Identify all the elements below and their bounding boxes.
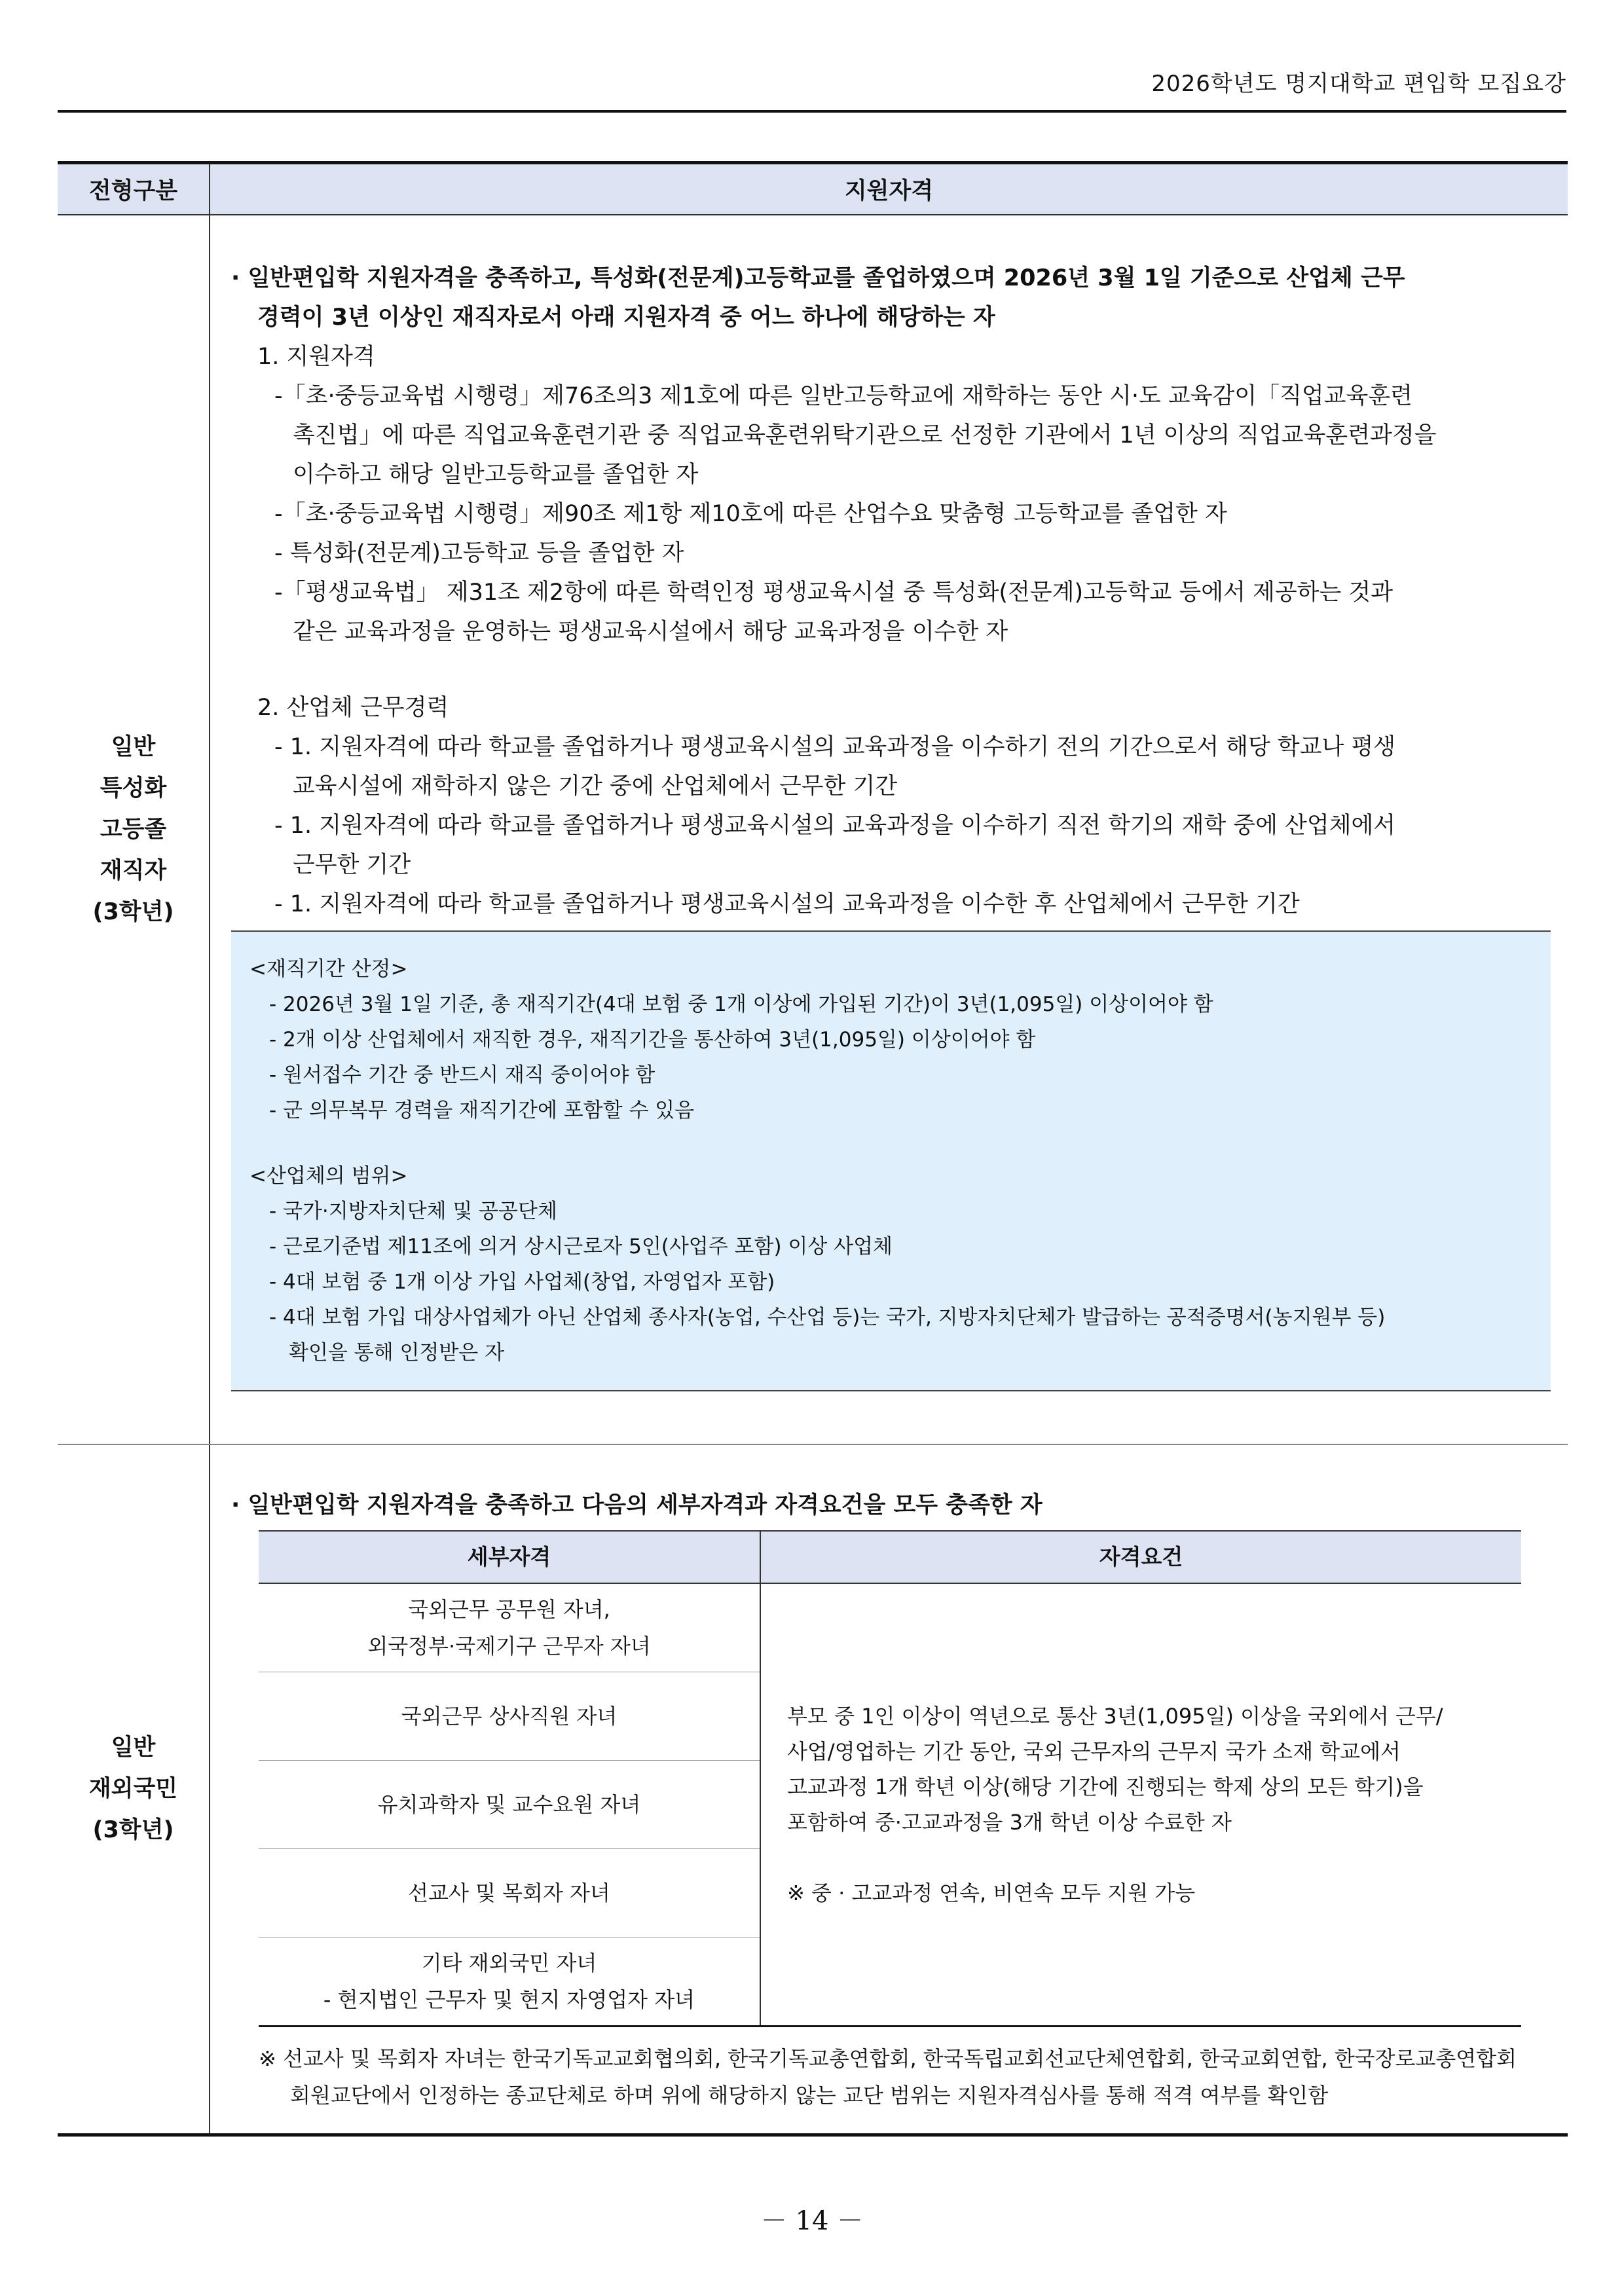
detail-text: 국외근무 상사직원 자녀 [401,1704,618,1729]
detail-cell [259,1761,760,1849]
sub-header-detail: 세부자격 [259,1531,760,1583]
box-item: - 근로기준법 제11조에 의거 상시근로자 5인(사업주 포함) 이상 사업체 [269,1235,893,1258]
page-number: － 14 － [760,2206,864,2236]
list-item-cont: 교육시설에 재학하지 않은 기간 중에 산업체에서 근무한 기간 [293,773,898,799]
eligibility-cell [210,215,1568,1444]
box-heading: <산업체의 범위> [249,1164,408,1188]
detail-cell [259,1849,760,1937]
detail-cell [259,1672,760,1761]
footnote [231,2027,1551,2133]
category-label: 특성화 [100,775,167,801]
requirement-text: 포함하여 중·고교과정을 3개 학년 이상 수료한 자 [787,1810,1232,1835]
box-heading: <재직기간 산정> [249,957,408,981]
intro-text: 경력이 3년 이상인 재직자로서 아래 지원자격 중 어느 하나에 해당하는 자 [257,304,995,331]
detail-text: 외국정부·국제기구 근무자 자녀 [367,1634,651,1659]
list-item: - 1. 지원자격에 따라 학교를 졸업하거나 평생교육시설의 교육과정을 이수하기 직전 학기의 재학 중에 산업체에서 [274,813,1396,839]
section-title: 2. 산업체 근무경력 [257,695,449,721]
sub-header-requirement: 자격요건 [760,1531,1521,1583]
intro-text: · 일반편입학 지원자격을 충족하고, 특성화(전문계)고등학교를 졸업하였으며 2026년 3월 1일 기준으로 산업체 근무 [231,265,1405,291]
category-label: 재외국민 [88,1776,178,1802]
requirement-cell [760,1583,1521,2027]
column-header-eligibility: 지원자격 [210,163,1568,215]
list-item-cont: 촉진법」에 따른 직업교육훈련기관 중 직업교육훈련위탁기관으로 선정한 기관에서 1년 이상의 직업교육훈련과정을 [293,422,1437,449]
list-item: -「초·중등교육법 시행령」제76조의3 제1호에 따른 일반고등학교에 재학하는 동안 시·도 교육감이「직업교육훈련 [274,383,1412,409]
requirement-text: 고교과정 1개 학년 이상(해당 기간에 진행되는 학제 상의 모든 학기)을 [787,1774,1424,1799]
box-item: - 4대 보험 중 1개 이상 가입 사업체(창업, 자영업자 포함) [269,1270,775,1294]
category-label: 고등졸 [100,816,167,843]
box-item: - 2026년 3월 1일 기준, 총 재직기간(4대 보험 중 1개 이상에 가입된 기간)이 3년(1,095일) 이상이어야 함 [269,993,1213,1016]
detail-text: 유치과학자 및 교수요원 자녀 [377,1792,641,1817]
intro-text: · 일반편입학 지원자격을 충족하고 다음의 세부자격과 자격요건을 모두 충족한 자 [231,1492,1043,1518]
requirement-text: 사업/영업하는 기간 동안, 국외 근무자의 근무지 국가 소재 학교에서 [787,1739,1401,1764]
detail-text: - 현지법인 근무자 및 현지 자영업자 자녀 [323,1987,695,2012]
eligibility-cell [210,1444,1568,2135]
category-label: 일반 [111,733,156,760]
list-item: - 1. 지원자격에 따라 학교를 졸업하거나 평생교육시설의 교육과정을 이수하기 전의 기간으로서 해당 학교나 평생 [274,734,1396,760]
box-item: - 국가·지방자치단체 및 공공단체 [269,1200,557,1223]
category-label: 일반 [111,1735,156,1761]
box-item: - 4대 보험 가입 대상사업체가 아닌 산업체 종사자(농업, 수산업 등)는 국가, 지방자치단체가 발급하는 공적증명서(농지원부 등) [269,1306,1386,1329]
sub-requirements-table [259,1530,1521,2027]
list-item-cont: 이수하고 해당 일반고등학교를 졸업한 자 [293,462,699,488]
header-rule [58,110,1566,113]
document-header-title: 2026학년도 명지대학교 편입학 모집요강 [1151,71,1566,97]
list-item-cont: 같은 교육과정을 운영하는 평생교육시설에서 해당 교육과정을 이수한 자 [293,619,1008,645]
info-box [231,930,1551,1391]
detail-text: 선교사 및 목회자 자녀 [408,1881,610,1905]
detail-cell [259,1937,760,2027]
category-label: (3학년) [92,898,174,925]
footnote-text: ※ 선교사 및 목회자 자녀는 한국기독교교회협의회, 한국기독교총연합회, 한국독립교회선교단체연합회, 한국교회연합, 한국장로교총연합회 [259,2046,1517,2071]
box-item: - 2개 이상 산업체에서 재직한 경우, 재직기간을 통산하여 3년(1,095일) 이상이어야 함 [269,1028,1036,1052]
column-header-category: 전형구분 [58,163,210,215]
box-item-cont: 확인을 통해 인정받은 자 [289,1341,505,1365]
table-row [58,215,1568,1444]
list-item: -「초·중등교육법 시행령」제90조 제1항 제10호에 따른 산업수요 맞춤형 고등학교를 졸업한 자 [274,501,1227,527]
box-item: - 원서접수 기간 중 반드시 재직 중이어야 함 [269,1063,655,1087]
table-row [58,1444,1568,2135]
list-item-cont: 근무한 기간 [293,852,411,878]
table-row [259,1583,1521,1672]
detail-text: 국외근무 공무원 자녀, [408,1597,610,1622]
box-item: - 군 의무복무 경력을 재직기간에 포함할 수 있음 [269,1099,695,1122]
section-title: 1. 지원자격 [257,344,375,370]
detail-cell [259,1583,760,1672]
category-cell [58,215,210,1444]
category-label: 재직자 [100,857,167,884]
category-label: (3학년) [92,1817,174,1843]
list-item: - 특성화(전문계)고등학교 등을 졸업한 자 [274,540,684,566]
list-item: - 1. 지원자격에 따라 학교를 졸업하거나 평생교육시설의 교육과정을 이수한 후 산업체에서 근무한 기간 [274,891,1300,917]
requirement-note: ※ 중 · 고교과정 연속, 비연속 모두 지원 가능 [787,1881,1196,1905]
eligibility-table [58,161,1568,2137]
detail-text: 기타 재외국민 자녀 [421,1951,597,1975]
list-item: -「평생교육법」 제31조 제2항에 따른 학력인정 평생교육시설 중 특성화(전문계)고등학교 등에서 제공하는 것과 [274,579,1393,606]
category-cell [58,1444,210,2135]
footnote-text: 회원교단에서 인정하는 종교단체로 하며 위에 해당하지 않는 교단 범위는 지원자격심사를 통해 적격 여부를 확인함 [290,2083,1329,2108]
requirement-text: 부모 중 1인 이상이 역년으로 통산 3년(1,095일) 이상을 국외에서 근무/ [787,1704,1443,1729]
